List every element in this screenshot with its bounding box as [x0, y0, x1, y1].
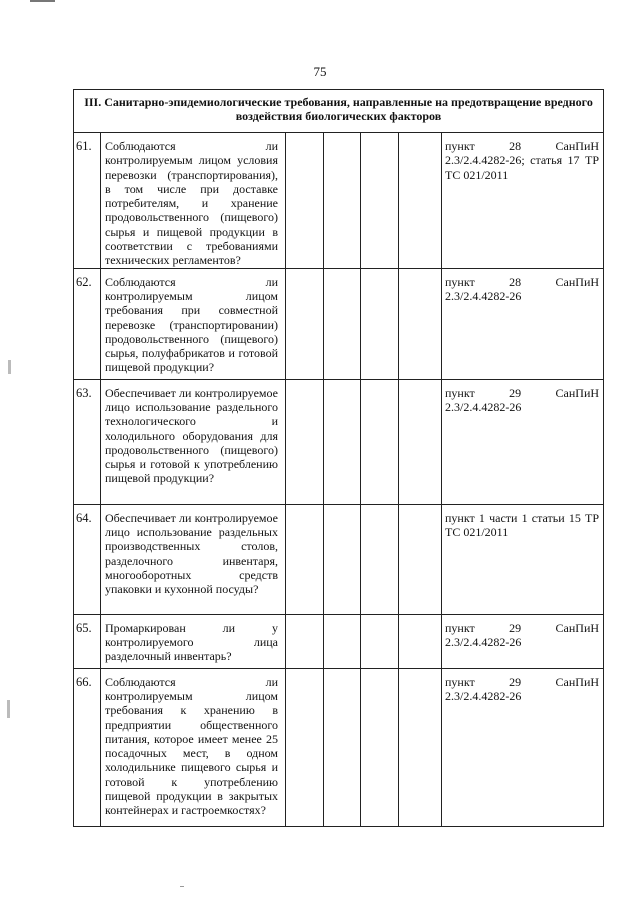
row-number: 65.: [74, 614, 101, 668]
row-reference: пункт 1 части 1 статьи 15 ТР ТС 021/2011: [442, 504, 604, 614]
row-number: 62.: [74, 268, 101, 379]
answer-yes-cell[interactable]: [286, 504, 324, 614]
answer-na-cell[interactable]: [361, 268, 399, 379]
answer-yes-cell[interactable]: [286, 614, 324, 668]
table-row: [74, 133, 604, 269]
answer-na-cell[interactable]: [361, 379, 399, 504]
answer-note-cell[interactable]: [399, 614, 442, 668]
answer-na-cell[interactable]: [361, 133, 399, 269]
answer-na-cell[interactable]: [361, 614, 399, 668]
table-row: [74, 614, 604, 668]
row-reference: пункт 29 СанПиН 2.3/2.4.4282-26: [442, 379, 604, 504]
table-row: [74, 268, 604, 379]
row-question: Обеспечивает ли контролируемое лицо использование раздельного технологического и холодильного оборудования для продовольственного (пищевого) сырья и готовой к употреблению пищевой продукции?: [101, 379, 286, 504]
table-row: [74, 668, 604, 826]
answer-yes-cell[interactable]: [286, 379, 324, 504]
page-number: 75: [313, 64, 327, 79]
answer-no-cell[interactable]: [324, 268, 361, 379]
answer-na-cell[interactable]: [361, 668, 399, 826]
row-reference: пункт 29 СанПиН 2.3/2.4.4282-26: [442, 668, 604, 826]
answer-note-cell[interactable]: [399, 133, 442, 269]
scan-artifact: [180, 886, 184, 887]
scan-artifact: [8, 360, 11, 374]
answer-no-cell[interactable]: [324, 668, 361, 826]
table-row: [74, 379, 604, 504]
answer-no-cell[interactable]: [324, 504, 361, 614]
section-title: III. Санитарно-эпидемиологические требования, направленные на предотвращение вредного воздействия биологических факторов: [74, 90, 604, 133]
row-number: 64.: [74, 504, 101, 614]
row-question: Соблюдаются ли контролируемым лицом условия перевозки (транспортирования), в том числе при доставке потребителям, и хранение продовольственного (пищевого) сырья и пищевой продукции в соответствии с требованиями технических регламентов?: [101, 133, 286, 269]
row-number: 66.: [74, 668, 101, 826]
answer-note-cell[interactable]: [399, 504, 442, 614]
answer-yes-cell[interactable]: [286, 133, 324, 269]
answer-note-cell[interactable]: [399, 668, 442, 826]
table-row: [74, 504, 604, 614]
row-reference: пункт 28 СанПиН 2.3/2.4.4282-26: [442, 268, 604, 379]
answer-no-cell[interactable]: [324, 133, 361, 269]
row-number: 61.: [74, 133, 101, 269]
answer-yes-cell[interactable]: [286, 668, 324, 826]
answer-yes-cell[interactable]: [286, 268, 324, 379]
row-question: Соблюдаются ли контролируемым лицом требования при совместной перевозке (транспортировании) продовольственного (пищевого) сырья, полуфабрикатов и готовой пищевой продукции?: [101, 268, 286, 379]
row-reference: пункт 28 СанПиН 2.3/2.4.4282-26; статья 17 ТР ТС 021/2011: [442, 133, 604, 269]
row-number: 63.: [74, 379, 101, 504]
answer-no-cell[interactable]: [324, 379, 361, 504]
answer-no-cell[interactable]: [324, 614, 361, 668]
row-question: Соблюдаются ли контролируемым лицом требования к хранению в предприятии общественного питания, которое имеет менее 25 посадочных мест, в одном холодильнике пищевого сырья и готовой к употреблению пищевой продукции в закрытых контейнерах и гастроемкостях?: [101, 668, 286, 826]
row-reference: пункт 29 СанПиН 2.3/2.4.4282-26: [442, 614, 604, 668]
checklist-table: [73, 89, 604, 827]
scan-artifact: [30, 0, 55, 2]
scan-artifact: [7, 700, 10, 718]
answer-note-cell[interactable]: [399, 268, 442, 379]
answer-note-cell[interactable]: [399, 379, 442, 504]
row-question: Промаркирован ли у контролируемого лица разделочный инвентарь?: [101, 614, 286, 668]
row-question: Обеспечивает ли контролируемое лицо использование раздельных производственных столов, разделочного инвентаря, многооборотных средств упаковки и кухонной посуды?: [101, 504, 286, 614]
section-header-row: [74, 90, 604, 133]
answer-na-cell[interactable]: [361, 504, 399, 614]
